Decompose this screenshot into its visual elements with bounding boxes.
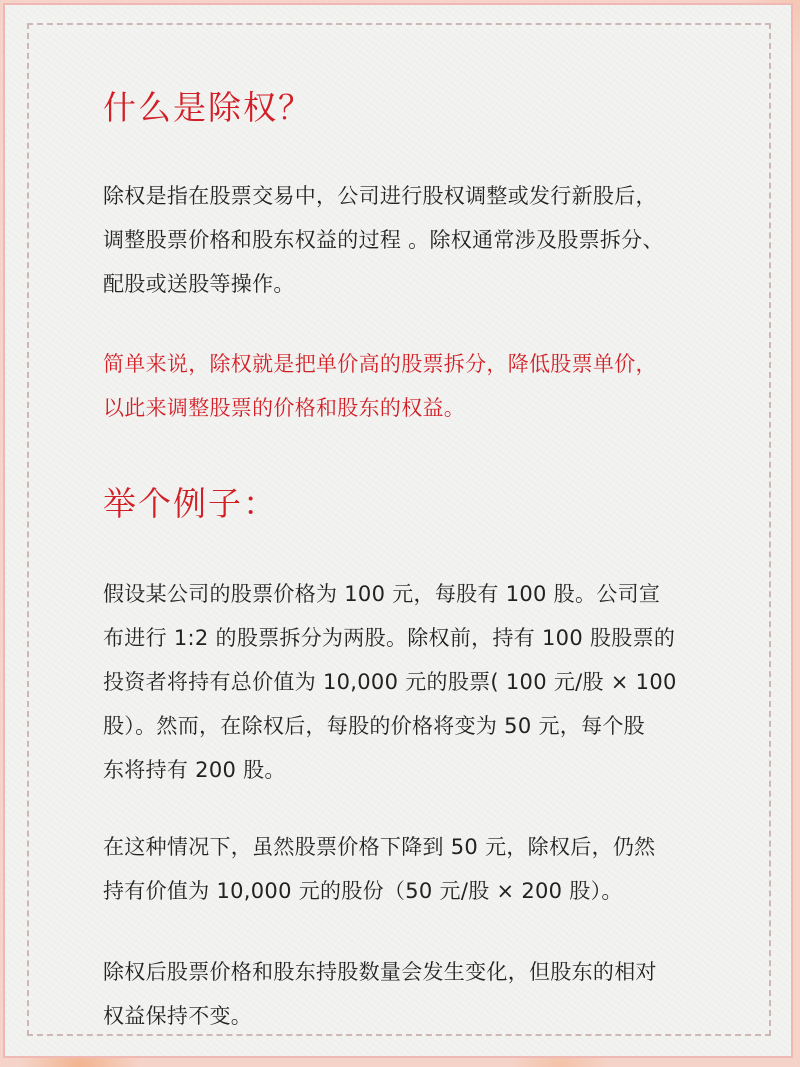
section-title-what-is-ex-rights: 什么是除权？ xyxy=(103,88,313,127)
text-line: 在这种情况下，虽然股票价格下降到 50 元，除权后，仍然 xyxy=(103,835,656,859)
conclusion-paragraph xyxy=(103,950,703,1038)
text-line: 以此来调整股票的价格和股东的权益。 xyxy=(103,396,466,420)
text-line: 假设某公司的股票价格为 100 元，每股有 100 股。公司宣 xyxy=(103,582,661,606)
text-line: 简单来说，除权就是把单价高的股票拆分，降低股票单价， xyxy=(103,352,657,376)
example-paragraph xyxy=(103,572,703,792)
explanation-paragraph xyxy=(103,825,703,913)
section-title-example: 举个例子： xyxy=(103,484,278,523)
definition-paragraph xyxy=(103,174,703,306)
text-line: 调整股票价格和股东权益的过程 。除权通常涉及股票拆分、 xyxy=(103,228,664,252)
text-line: 除权后股票价格和股东持股数量会发生变化，但股东的相对 xyxy=(103,960,657,984)
text-line: 投资者将持有总价值为 10,000 元的股票( 100 元/股 × 100 xyxy=(103,670,677,694)
summary-highlight-paragraph xyxy=(103,342,703,430)
text-line: 持有价值为 10,000 元的股份（50 元/股 × 200 股）。 xyxy=(103,879,623,903)
text-line: 股）。然而，在除权后，每股的价格将变为 50 元，每个股 xyxy=(103,714,645,738)
text-line: 东将持有 200 股。 xyxy=(103,758,286,782)
text-line: 配股或送股等操作。 xyxy=(103,272,295,296)
text-line: 除权是指在股票交易中，公司进行股权调整或发行新股后， xyxy=(103,184,657,208)
text-line: 权益保持不变。 xyxy=(103,1004,253,1028)
text-line: 布进行 1:2 的股票拆分为两股。除权前，持有 100 股股票的 xyxy=(103,626,676,650)
